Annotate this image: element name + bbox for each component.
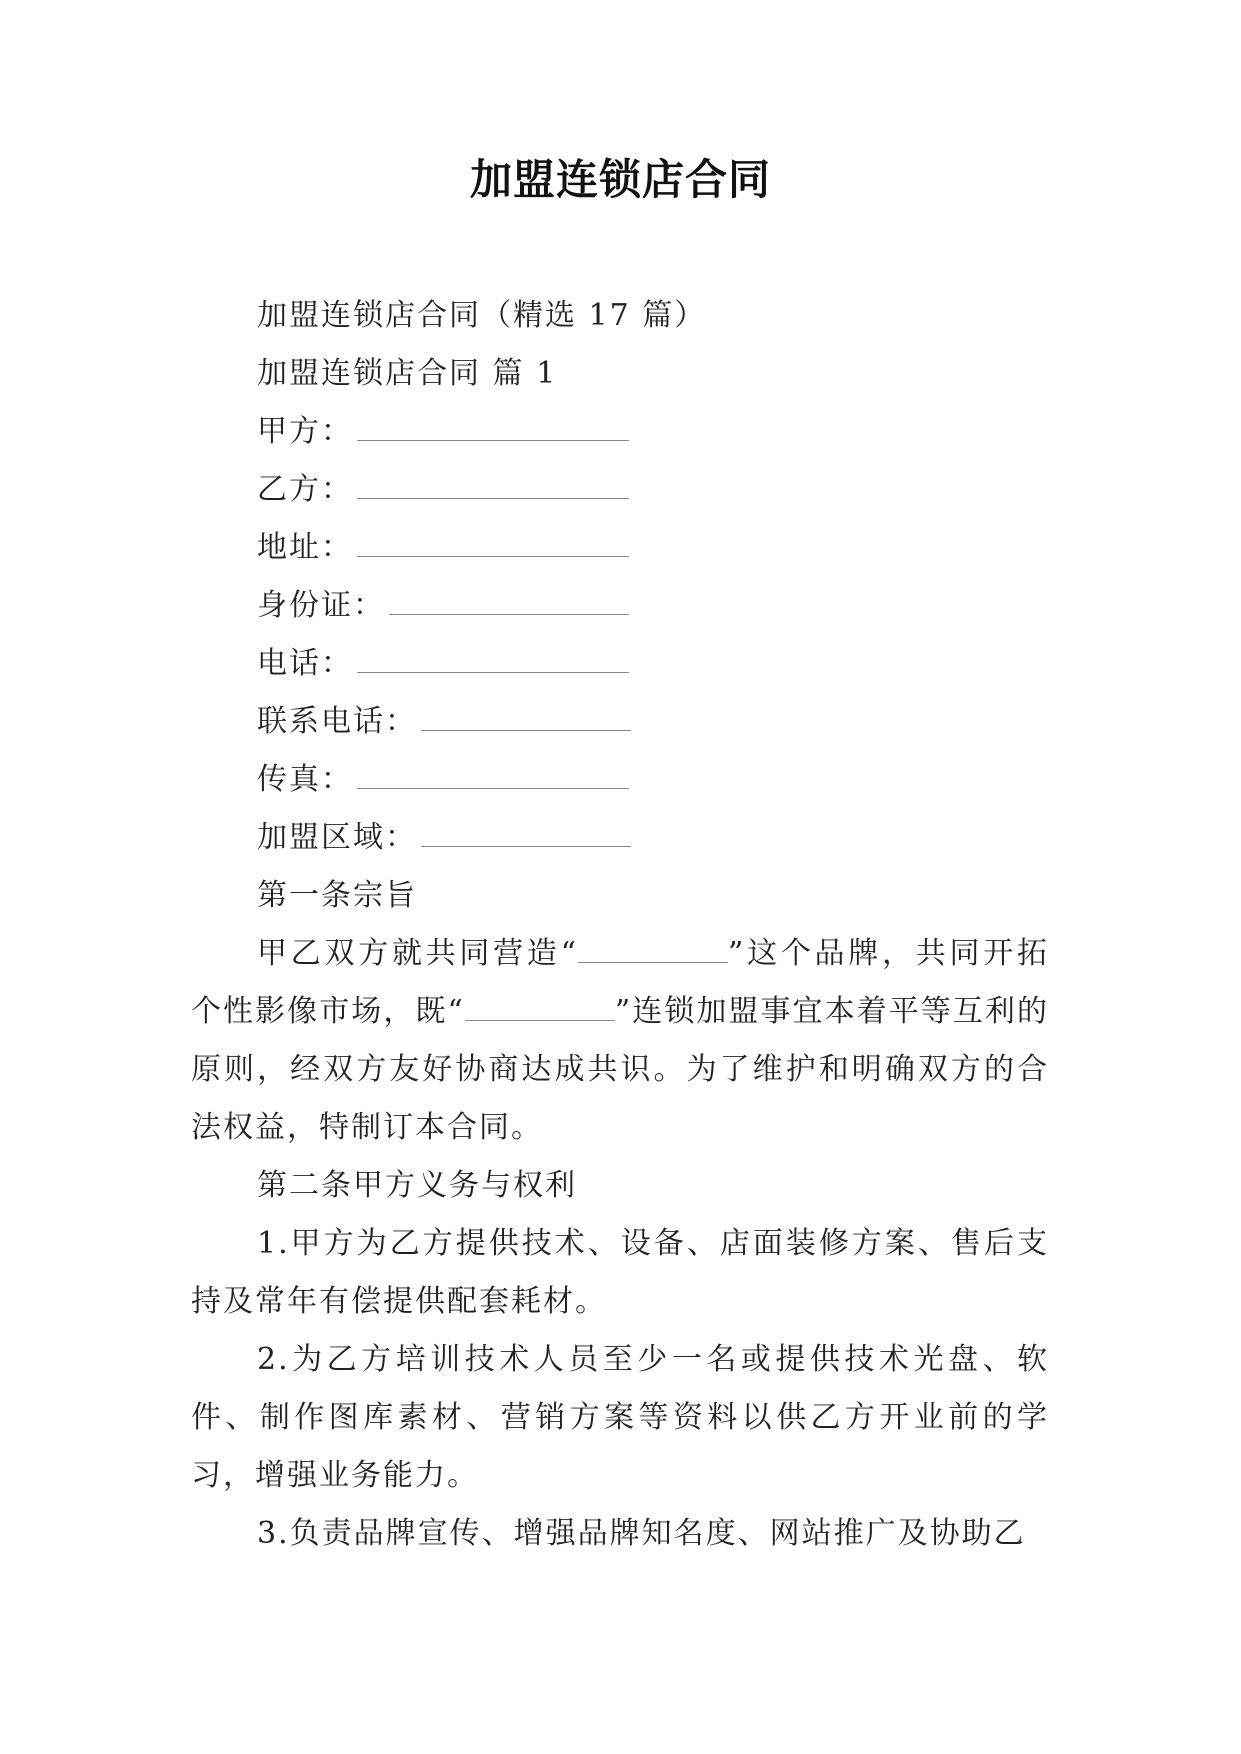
article2-item2: 2.为乙方培训技术人员至少一名或提供技术光盘、软件、制作图库素材、营销方案等资料以供乙方开业前的学习，增强业务能力。 (191, 1342, 1049, 1493)
field-franchise-region (191, 809, 1049, 867)
article2-item1: 1.甲方为乙方提供技术、设备、店面装修方案、售后支持及常年有偿提供配套耗材。 (191, 1226, 1049, 1319)
blank-line (389, 584, 629, 615)
blank-line (357, 526, 629, 557)
article1-heading: 第一条宗旨 (257, 878, 417, 913)
document-subtitle: 加盟连锁店合同（精选 17 篇） (257, 298, 707, 333)
section-heading: 加盟连锁店合同 篇 1 (257, 356, 558, 391)
field-id-card (191, 577, 1049, 635)
article1-text-part3: ”连锁加盟事宜本着平等互利的原则，经双方友好协商达成共识。为了维护和明确双方的合法权益，特制订本合同。 (191, 994, 1049, 1145)
field-party-b (191, 461, 1049, 519)
blank-line (421, 700, 631, 731)
blank-line (357, 468, 629, 499)
field-label: 传真： (257, 762, 353, 797)
field-address (191, 519, 1049, 577)
field-party-a (191, 403, 1049, 461)
article2-heading: 第二条甲方义务与权利 (257, 1168, 577, 1203)
field-label: 身份证： (257, 588, 385, 623)
document-body (191, 287, 1049, 1563)
blank-line (357, 410, 629, 441)
field-fax (191, 751, 1049, 809)
article1-text-part1: 甲乙双方就共同营造“ (257, 936, 578, 971)
field-label: 地址： (257, 530, 353, 565)
field-label: 联系电话： (257, 704, 417, 739)
blank-line (465, 992, 615, 1021)
article2-item3: 3.负责品牌宣传、增强品牌知名度、网站推广及协助乙 (257, 1516, 1026, 1551)
article1-text-part2: ”这个品牌，共同开拓个性影像市场，既“ (191, 936, 1049, 1029)
field-contact-phone (191, 693, 1049, 751)
blank-line (357, 642, 629, 673)
field-phone (191, 635, 1049, 693)
blank-line (357, 758, 629, 789)
field-label: 电话： (257, 646, 353, 681)
blank-line (578, 934, 728, 963)
blank-line (421, 816, 631, 847)
field-label: 乙方： (257, 472, 353, 507)
article1-paragraph (191, 925, 1049, 1157)
field-label: 加盟区域： (257, 820, 417, 855)
field-label: 甲方： (257, 414, 353, 449)
document-title: 加盟连锁店合同 (469, 155, 771, 204)
